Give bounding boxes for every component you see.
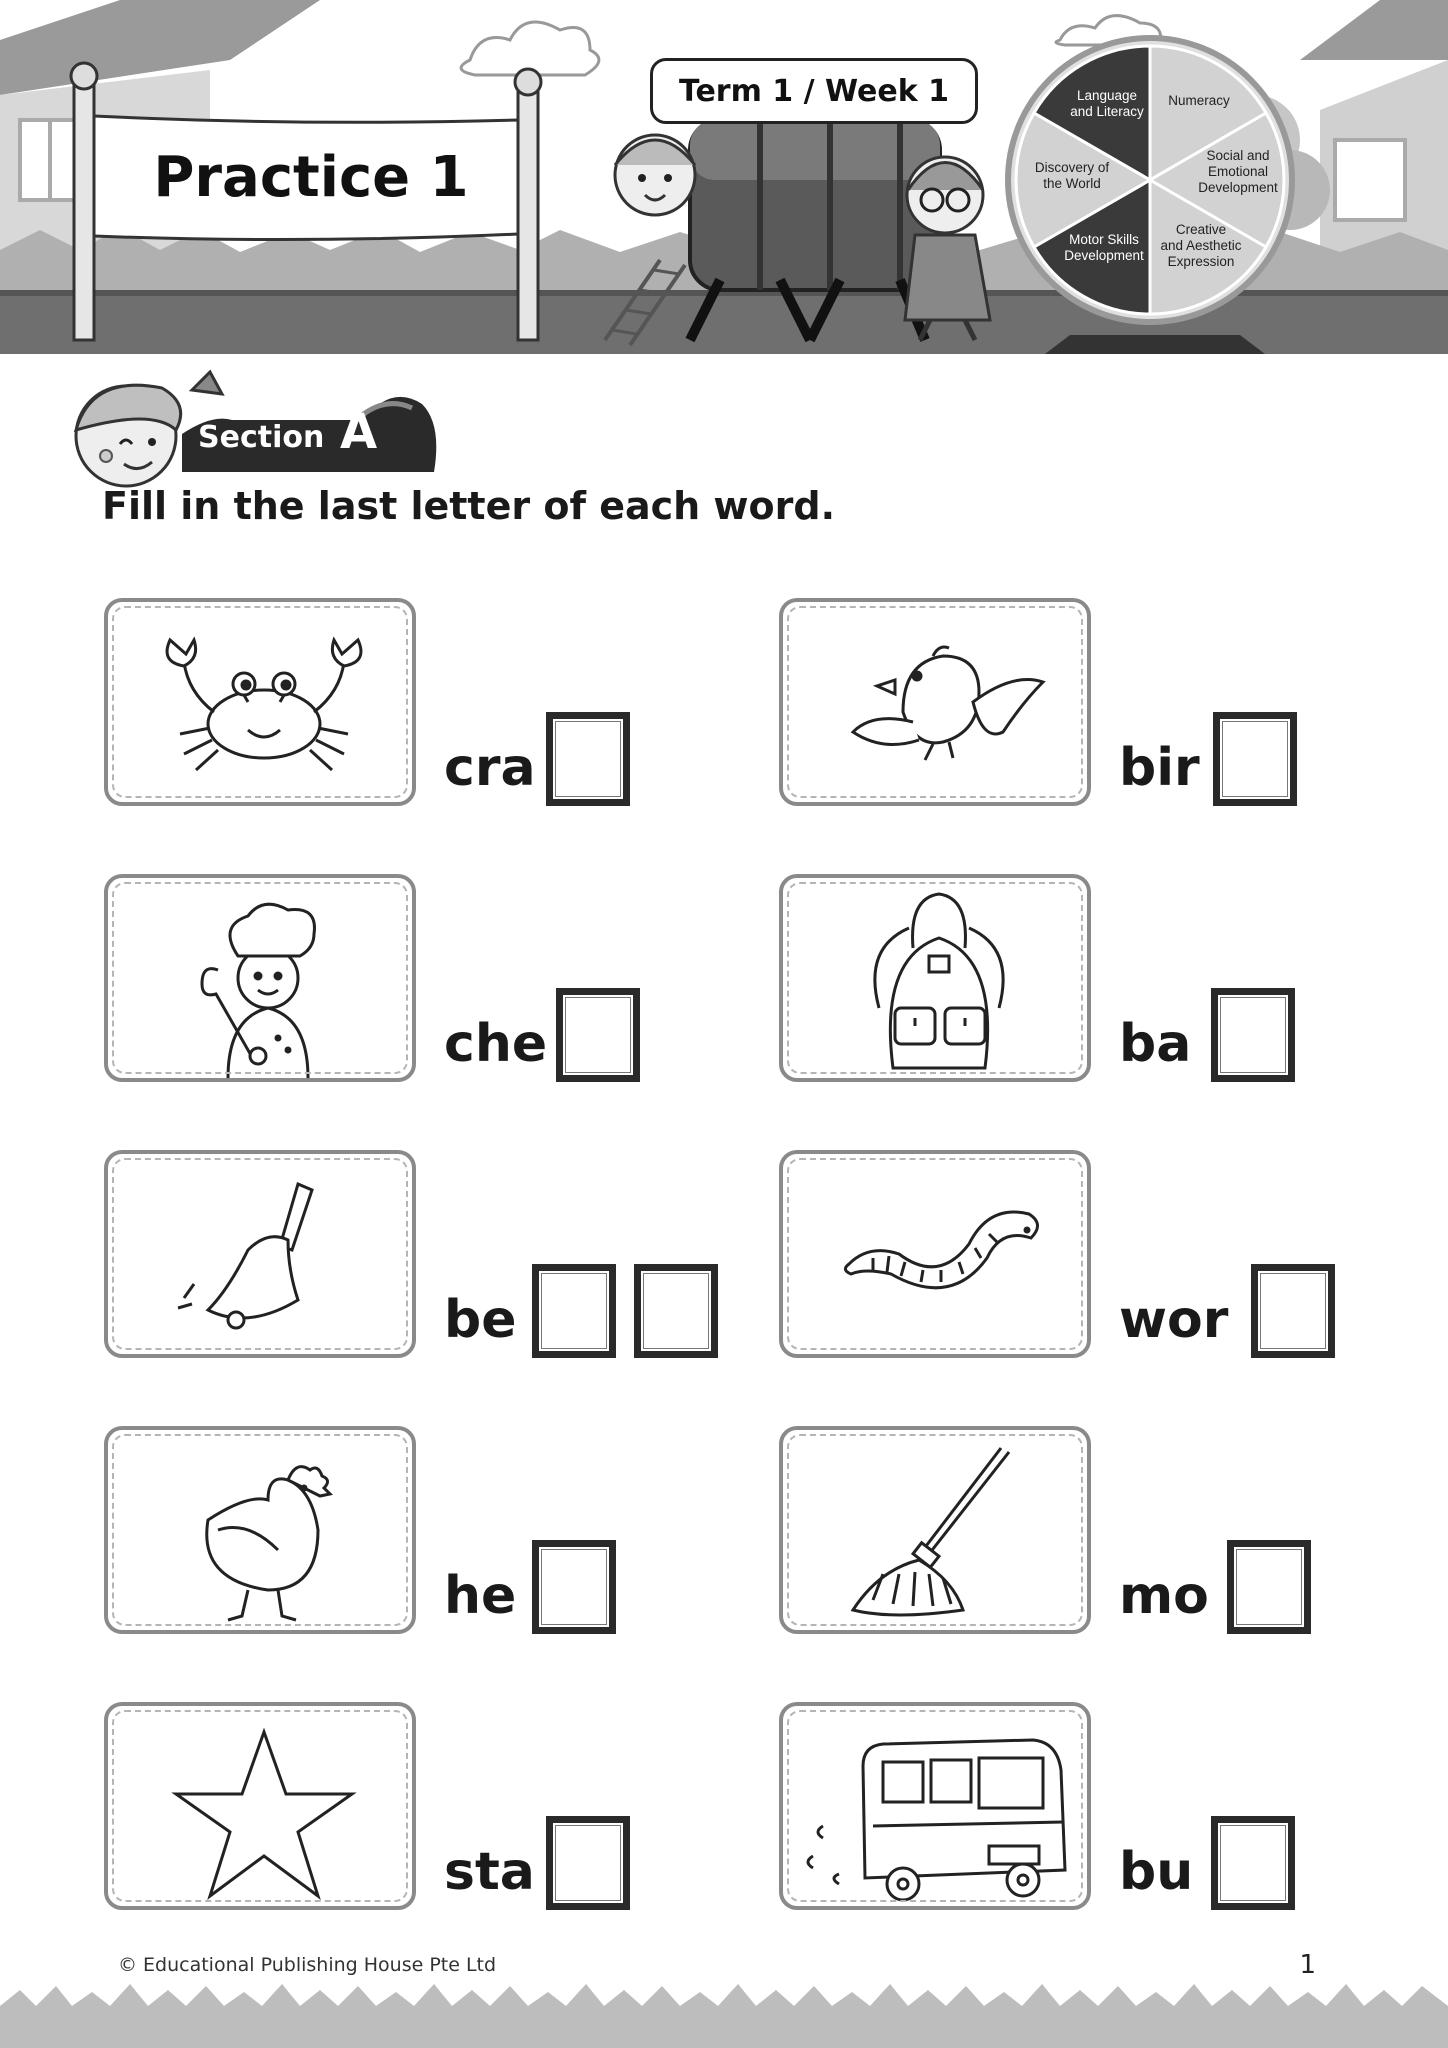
term-week-label: Term 1 / Week 1	[650, 58, 978, 124]
footer-grass	[0, 1976, 1448, 2048]
answer-box[interactable]	[546, 712, 630, 806]
exercise-item-worm	[779, 1150, 1419, 1360]
bell-icon	[108, 1154, 420, 1362]
answer-box[interactable]	[532, 1264, 616, 1358]
wheel-label-motor-skills: Motor Skills Development	[1064, 232, 1144, 263]
wheel-label-creative-aesthetic: Creative and Aesthetic Expression	[1160, 222, 1242, 269]
answer-box[interactable]	[556, 988, 640, 1082]
bird-icon	[783, 602, 1095, 810]
worm-icon	[783, 1154, 1095, 1362]
word-stem: che	[444, 1014, 548, 1074]
wheel-label-social-emotional: Social and Emotional Development	[1198, 148, 1278, 195]
crab-icon	[108, 602, 420, 810]
header-banner	[0, 0, 1448, 354]
page-title: Practice 1	[153, 144, 469, 210]
word-stem: cra	[444, 738, 536, 798]
backpack-icon	[783, 878, 1095, 1086]
answer-box[interactable]	[1251, 1264, 1335, 1358]
picture-frame	[779, 874, 1091, 1082]
picture-frame	[779, 1702, 1091, 1910]
word-stem: mo	[1119, 1566, 1209, 1626]
word-stem: he	[444, 1566, 517, 1626]
word-stem: ba	[1119, 1014, 1192, 1074]
exercise-item-bag	[779, 874, 1419, 1084]
instruction-text: Fill in the last letter of each word.	[102, 484, 836, 528]
answer-box[interactable]	[1227, 1540, 1311, 1634]
picture-frame	[779, 1426, 1091, 1634]
exercise-item-crab	[104, 598, 744, 808]
answer-box[interactable]	[1213, 712, 1297, 806]
word-stem: wor	[1119, 1290, 1229, 1350]
exercise-item-mop	[779, 1426, 1419, 1636]
exercise-item-hen	[104, 1426, 744, 1636]
exercise-item-star	[104, 1702, 744, 1912]
page-number: 1	[1299, 1950, 1316, 1980]
mop-icon	[783, 1430, 1095, 1638]
hen-icon	[108, 1430, 420, 1638]
section-label: Section	[198, 420, 325, 455]
exercise-item-bird	[779, 598, 1419, 808]
wheel-label-numeracy: Numeracy	[1168, 93, 1230, 108]
answer-box[interactable]	[1211, 988, 1295, 1082]
picture-frame	[104, 1702, 416, 1910]
word-stem: bu	[1119, 1842, 1194, 1902]
word-stem: bir	[1119, 738, 1200, 798]
copyright-text: © Educational Publishing House Pte Ltd	[118, 1954, 497, 1976]
answer-box[interactable]	[532, 1540, 616, 1634]
answer-box[interactable]	[1211, 1816, 1295, 1910]
picture-frame	[779, 598, 1091, 806]
chef-icon	[108, 878, 420, 1086]
exercise-item-bell	[104, 1150, 744, 1360]
picture-frame	[779, 1150, 1091, 1358]
section-letter: A	[340, 404, 378, 460]
picture-frame	[104, 598, 416, 806]
word-stem: be	[444, 1290, 517, 1350]
word-stem: sta	[444, 1842, 535, 1902]
picture-frame	[104, 874, 416, 1082]
wheel-label-discovery-world: Discovery of the World	[1034, 160, 1110, 191]
answer-box[interactable]	[546, 1816, 630, 1910]
wheel-label-language-literacy: Language and Literacy	[1070, 88, 1144, 119]
picture-frame	[104, 1150, 416, 1358]
exercise-item-chef	[104, 874, 744, 1084]
bus-icon	[783, 1706, 1095, 1914]
star-icon	[108, 1706, 420, 1914]
picture-frame	[104, 1426, 416, 1634]
exercise-item-bus	[779, 1702, 1419, 1912]
answer-box[interactable]	[634, 1264, 718, 1358]
